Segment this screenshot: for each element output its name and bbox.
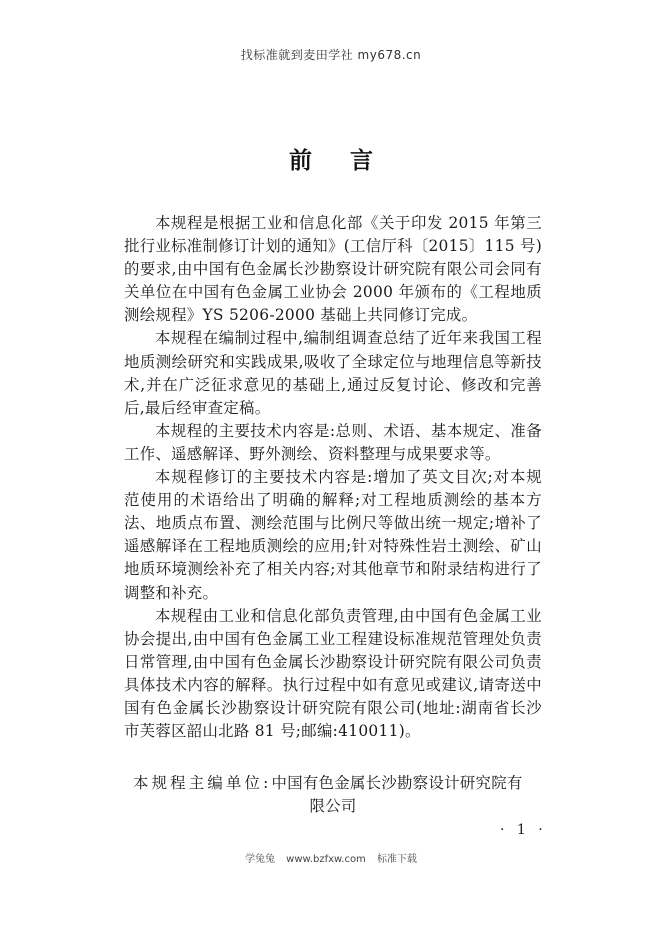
header-watermark: 找标准就到麦田学社 my678.cn xyxy=(240,48,422,62)
footer-watermark xyxy=(0,850,662,865)
page-number: · 1 · xyxy=(500,822,547,838)
editor-name-line1: 中国有色金属长沙勘察设计研究院有 xyxy=(271,774,523,792)
paragraph-2: 本规程在编制过程中,编制组调查总结了近年来我国工程地质测绘研究和实践成果,吸收了全球定位与地理信息等新技术,并在广泛征求意见的基础上,通过反复讨论、修改和完善后,最后经审查定稿。 xyxy=(124,329,542,417)
footer-site-name: 学兔兔 xyxy=(244,854,275,865)
footer-url[interactable]: www.bzfxw.com xyxy=(286,854,366,865)
paragraph-3: 本规程的主要技术内容是:总则、术语、基本规定、准备工作、遥感解译、野外测绘、资料整理与成果要求等。 xyxy=(124,421,542,463)
editor-label: 本规程主编单位: xyxy=(133,774,272,792)
paragraph-5: 本规程由工业和信息化部负责管理,由中国有色金属工业协会提出,由中国有色金属工业工程建设标准规范管理处负责日常管理,由中国有色金属长沙勘察设计研究院有限公司负责具体技术内容的解释。执行过程中如有意见或建议,请寄送中国有色金属长沙勘察设计研究院有限公司(地址:湖南省长沙市芙蓉区韶山北路 81 号;邮编:410011)。 xyxy=(124,606,542,741)
paragraph-1: 本规程是根据工业和信息化部《关于印发 2015 年第三批行业标准制修订计划的通知》(工信厅科〔2015〕115 号)的要求,由中国有色金属长沙勘察设计研究院有限公司会同有关单位在中国有色金属工业协会 2000 年颁布的《工程地质测绘规程》YS 5206-2000 基础上共同修订完成。 xyxy=(124,214,542,325)
footer-tagline: 标准下载 xyxy=(377,854,417,865)
editor-name-line2: 限公司 xyxy=(309,797,357,816)
chief-editor-unit xyxy=(124,772,542,818)
preface-body xyxy=(124,212,542,743)
page-title: 前言 xyxy=(289,148,411,174)
paragraph-4: 本规程修订的主要技术内容是:增加了英文目次;对本规范使用的术语给出了明确的解释;对工程地质测绘的基本方法、地质点布置、测绘范围与比例尺等做出统一规定;增补了遥感解译在工程地质测绘的应用;针对特殊性岩土测绘、矿山地质环境测绘补充了相关内容;对其他章节和附录结构进行了调整和补充。 xyxy=(124,468,542,602)
